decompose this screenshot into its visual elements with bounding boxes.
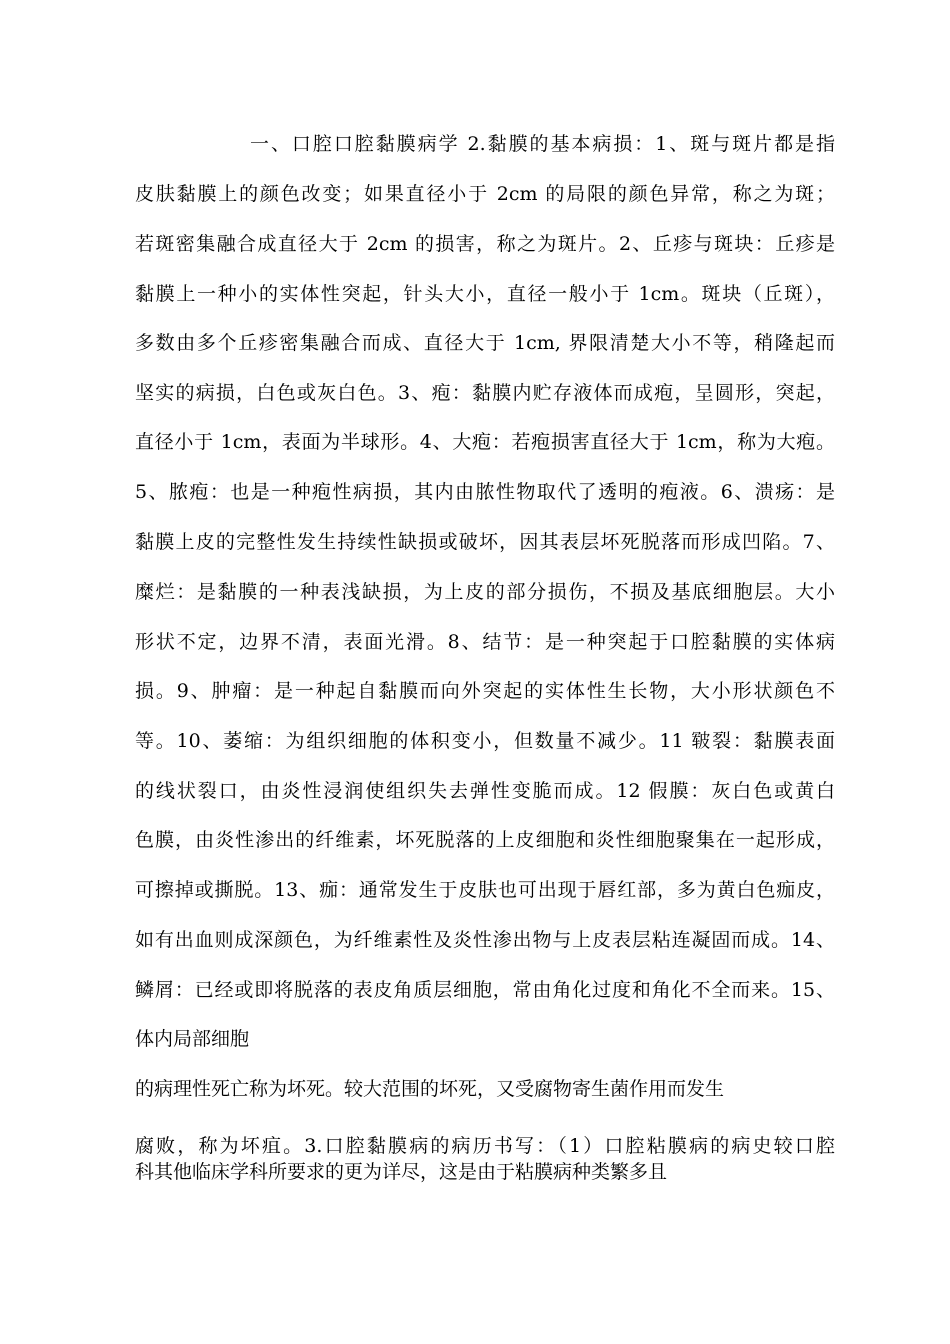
paragraph-line: 腐败，称为坏疽。3.口腔黏膜病的病历书写：（1）口腔粘膜病的病史较口腔	[135, 1135, 835, 1157]
paragraph-line: 若斑密集融合成直径大于 2cm 的损害，称之为斑片。2、丘疹与斑块：丘疹是	[135, 233, 835, 255]
paragraph-line: 鳞屑：已经或即将脱落的表皮角质层细胞，常由角化过度和角化不全而来。15、	[135, 979, 835, 1001]
paragraph-line: 科其他临床学科所要求的更为详尽，这是由于粘膜病种类繁多且	[135, 1161, 668, 1183]
paragraph-line: 直径小于 1cm，表面为半球形。4、大疱：若疱损害直径大于 1cm，称为大疱。	[135, 431, 835, 453]
paragraph-line: 的病理性死亡称为坏死。较大范围的坏死，又受腐物寄生菌作用而发生	[135, 1078, 725, 1100]
paragraph-line: 可擦掉或撕脱。13、痂：通常发生于皮肤也可出现于唇红部，多为黄白色痂皮，	[135, 879, 835, 901]
paragraph-line: 黏膜上一种小的实体性突起，针头大小，直径一般小于 1cm。斑块（丘斑），	[135, 283, 835, 305]
paragraph-line: 皮肤黏膜上的颜色改变；如果直径小于 2cm 的局限的颜色异常，称之为斑；	[135, 183, 835, 205]
paragraph-line: 形状不定，边界不清，表面光滑。8、结节：是一种突起于口腔黏膜的实体病	[135, 631, 835, 653]
paragraph-line: 5、脓疱：也是一种疱性病损，其内由脓性物取代了透明的疱液。6、溃疡：是	[135, 481, 835, 503]
paragraph-line: 等。10、萎缩：为组织细胞的体积变小，但数量不减少。11 皲裂：黏膜表面	[135, 730, 835, 752]
paragraph-line: 黏膜上皮的完整性发生持续性缺损或破坏，因其表层坏死脱落而形成凹陷。7、	[135, 531, 835, 553]
paragraph-line: 如有出血则成深颜色，为纤维素性及炎性渗出物与上皮表层粘连凝固而成。14、	[135, 929, 835, 951]
paragraph-line: 糜烂：是黏膜的一种表浅缺损，为上皮的部分损伤，不损及基底细胞层。大小	[135, 581, 835, 603]
paragraph-line: 体内局部细胞	[135, 1028, 250, 1050]
paragraph-line: 的线状裂口，由炎性浸润使组织失去弹性变脆而成。12 假膜：灰白色或黄白	[135, 780, 835, 802]
paragraph-line: 损。9、肿瘤：是一种起自黏膜而向外突起的实体性生长物，大小形状颜色不	[135, 680, 835, 702]
paragraph-line: 多数由多个丘疹密集融合而成、直径大于 1cm, 界限清楚大小不等，稍隆起而	[135, 332, 835, 354]
paragraph-line: 一、口腔口腔黏膜病学 2.黏膜的基本病损：1、斑与斑片都是指	[250, 133, 835, 155]
paragraph-line: 坚实的病损，白色或灰白色。3、疱：黏膜内贮存液体而成疱，呈圆形，突起，	[135, 382, 835, 404]
paragraph-line: 色膜，由炎性渗出的纤维素，坏死脱落的上皮细胞和炎性细胞聚集在一起形成，	[135, 829, 835, 851]
